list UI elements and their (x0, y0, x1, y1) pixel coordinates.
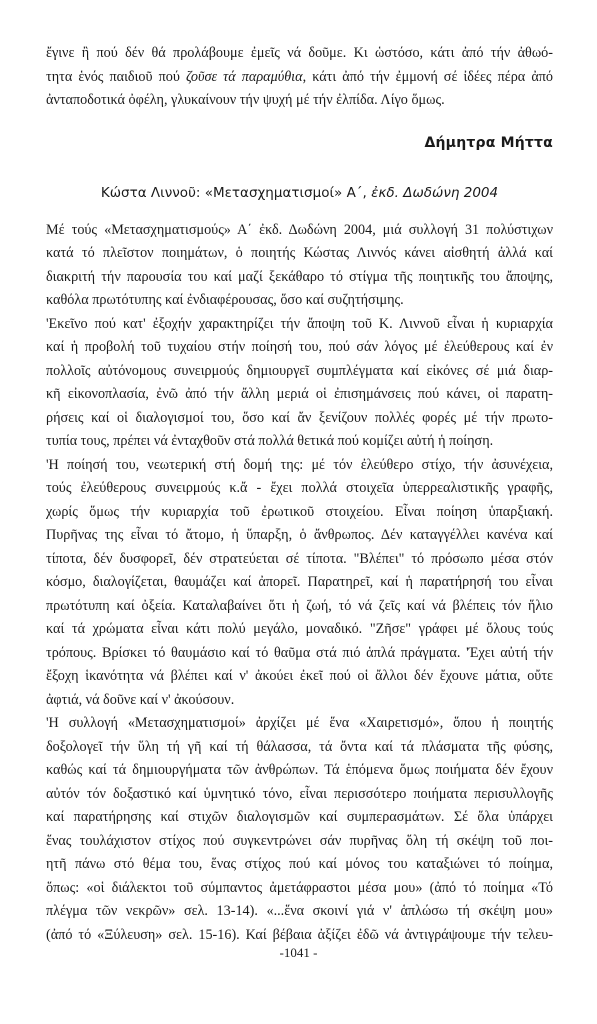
review-title-publisher: ἐκδ. Δωδώνη 2004 (371, 184, 499, 201)
text-line: ἔξοχη ἱκανότητα νά βλέπει καί ν' ἀκούει ἐκεῖ πού οἱ ἄλλοι δέν ἔχουνε μάτια, οὔτε (46, 668, 553, 684)
review-body (46, 219, 553, 948)
paragraph-3 (46, 454, 553, 713)
text-line: πλέγμα τῶν νεκρῶν» σελ. 13-14). «...ἕνα σκοινί γιά ν' ἁπλώσω τή σκέψη μου» (46, 903, 553, 919)
text-line: ὅπως: «οἱ διάλεκτοι τοῦ σύμπαντος ἀμετάφραστοι μέσα μου» (ἀπό τό ποίημα «Τό (46, 879, 553, 896)
text-line: (ἀπό τό «Ξύλευση» σελ. 15-16). Καί βέβαια ἀξίζει ἐδῶ νά ἀντιγράψουμε τήν τελευ- (46, 926, 553, 943)
text-line: καθόλα πρωτότυπης καί ἐνδιαφέρουσας, ὅσο καί συζητήσιμης. (46, 292, 404, 308)
paragraph-4 (46, 712, 553, 947)
text-line: κατά τό πλεῖστον ποιημάτων, ὁ ποιητής Κώστας Λιννός κάνει αἰσθητή ἀλλά καί (46, 245, 553, 261)
text-fragment: , κάτι ἀπό τήν ἐμμονή σέ ἰδέες πέρα ἀπό (302, 68, 553, 85)
intro-paragraph (46, 42, 553, 113)
paragraph-2 (46, 313, 553, 454)
paragraph-1 (46, 219, 553, 313)
text-line: καί παρατήρησης καί στιχῶν διαλογισμῶν καί συμπερασμάτων. Σέ ὅλα ὑπάρχει (46, 809, 553, 825)
page-number: -1041 - (279, 945, 318, 960)
text-line: τρόπους. Βρίσκει τό θαυμάσιο καί τό θαῦμα στά πιό ἁπλά πράγματα. 'Έχει αὐτή τήν (46, 644, 553, 661)
text-line: τίποτα, δέν δυσφορεῖ, δέν στρατεύεται σέ τίποτα. "Βλέπει" τό πρόσωπο μέσα στόν (46, 550, 553, 567)
text-fragment: τητα ἑνός παιδιοῦ πού (46, 68, 186, 85)
review-title (46, 185, 553, 201)
text-line: ρήσεις καί οἱ διαλογισμοί του, ὅσο καί ἄν ξενίζουν πολλές φορές μέ τήν πρωτο- (46, 409, 553, 426)
text-line: ἕνας τουλάχιστον στίχος πού συγκεντρώνει σάν πυρῆνας ὅλη τή σκέψη τοῦ ποι- (46, 832, 553, 849)
text-line: ἀνταποδοτικά ὀφέλη, γλυκαίνουν τήν ψυχή μέ τήν ἐλπίδα. Λίγο ὅμως. (46, 92, 445, 108)
text-line: 'Η ποίησή του, νεωτερική στή δομή της: μέ τόν ἐλεύθερο στίχο, τήν ἀσυνέχεια, (46, 456, 553, 473)
text-line: κόσμο, διαλογίζεται, θαυμάζει καί ἀπορεῖ. Παρατηρεῖ, καί ἡ παρατήρησή του εἶναι (46, 574, 553, 590)
text-line: καθώς καί τά δημιουργήματα τῶν ἀνθρώπων. Τά ἑπόμενα ὅμως ποιήματα δέν ἔχουν (46, 762, 553, 778)
text-line: 'Η συλλογή «Μετασχηματισμοί» ἀρχίζει μέ ἕνα «Χαιρετισμό», ὅπου ἡ ποιητής (46, 715, 553, 731)
text-line: 'Εκεῖνο πού κατ' ἐξοχήν χαρακτηρίζει τήν ἄποψη τοῦ Κ. Λιννοῦ εἶναι ἡ κυριαρχία (46, 315, 553, 332)
author-signature: Δήμητρα Μήττα (424, 134, 553, 151)
text-line: ἔγινε ἢ πού δέν θά προλάβουμε ἐμεῖς νά δοῦμε. Κι ὡστόσο, κάτι ἀπό τήν ἀθωό- (46, 45, 553, 61)
text-line: Μέ τούς «Μετασχηματισμούς» Α΄ ἐκδ. Δωδώνη 2004, μιά συλλογή 31 πολύστιχων (46, 221, 553, 238)
review-title-text: Κώστα Λιννοῦ: «Μετασχηματισμοί» Α΄, (100, 184, 372, 201)
text-line: καί ἡ προβολή τοῦ τυχαίου στήν ποίησή του, πού σάν λόγος μέ ἐλεύθερους καί ἐν (46, 339, 553, 355)
text-line: τούς ἐλεύθερους συνειρμούς κ.ἄ - ἔχει πολλά στοιχεῖα ὑπερρεαλιστικῆς γραφῆς, (46, 480, 553, 496)
text-line: αὐτόν τόν δοξαστικό καί ὑμνητικό τόνο, εἶναι περισσότερο ποιήματα περισυλλογῆς (46, 785, 553, 802)
text-line: διακριτή τήν παρουσία του καί μαζί ξεκάθαρο τό στίγμα τῆς ποιητικῆς του ἄποψης, (46, 268, 553, 285)
text-line: δοξολογεῖ τήν ὕλη τή γῆ καί τή θάλασσα, τά ὄντα καί τά πλάσματα τῆς φύσης, (46, 738, 553, 755)
text-line: ἀφτιά, νά δοῦνε καί ν' ἀκούσουν. (46, 691, 235, 708)
text-line: Πυρῆνας της εἶναι τό ἄτομο, ἡ ὕπαρξη, ὁ ἄνθρωπος. Δέν καταγγέλλει κανένα καί (46, 527, 553, 543)
text-line: τυπία τους, πρέπει νά ἐνταχθοῦν στά πολλά θετικά πού κομίζει αὐτή ἡ ποίηση. (46, 433, 494, 449)
italic-phrase: ζοῦσε τά παραμύθια (185, 68, 303, 85)
text-line: καί τά χρώματα εἶναι κάτι πολύ μεγάλο, μοναδικό. "Ζῆσε" γράφει μέ ὅλους τούς (46, 621, 553, 637)
text-line: ητῆ πάνω στό θέμα του, ἕνας στίχος πού καί μόνος του καταξιώνει τό ποίημα, (46, 856, 553, 872)
text-line (46, 66, 553, 90)
text-line: κῆ εἰκονοπλασία, ἐνῶ ἀπό τήν ἄλλη μεριά οἱ ἐπισημάνσεις πού κάνει, οἱ παρατη- (46, 386, 553, 402)
text-line: χωρίς ὅμως τήν κυριαρχία τοῦ ἐρωτικοῦ στοιχείου. Εἶναι ποίηση ὑπαρξιακή. (46, 503, 553, 520)
text-line: πρωτότυπη καί ὀξεία. Καταλαβαίνει ὅτι ἡ ζωή, τό νά ζεῖς καί νά βλέπεις τόν ἥλιο (46, 597, 553, 614)
text-line: πολλοῖς αὐτόνομους συνειρμούς δημιουργεῖ συμπλέγματα καί εἰκόνες σέ μιά διαρ- (46, 362, 553, 379)
